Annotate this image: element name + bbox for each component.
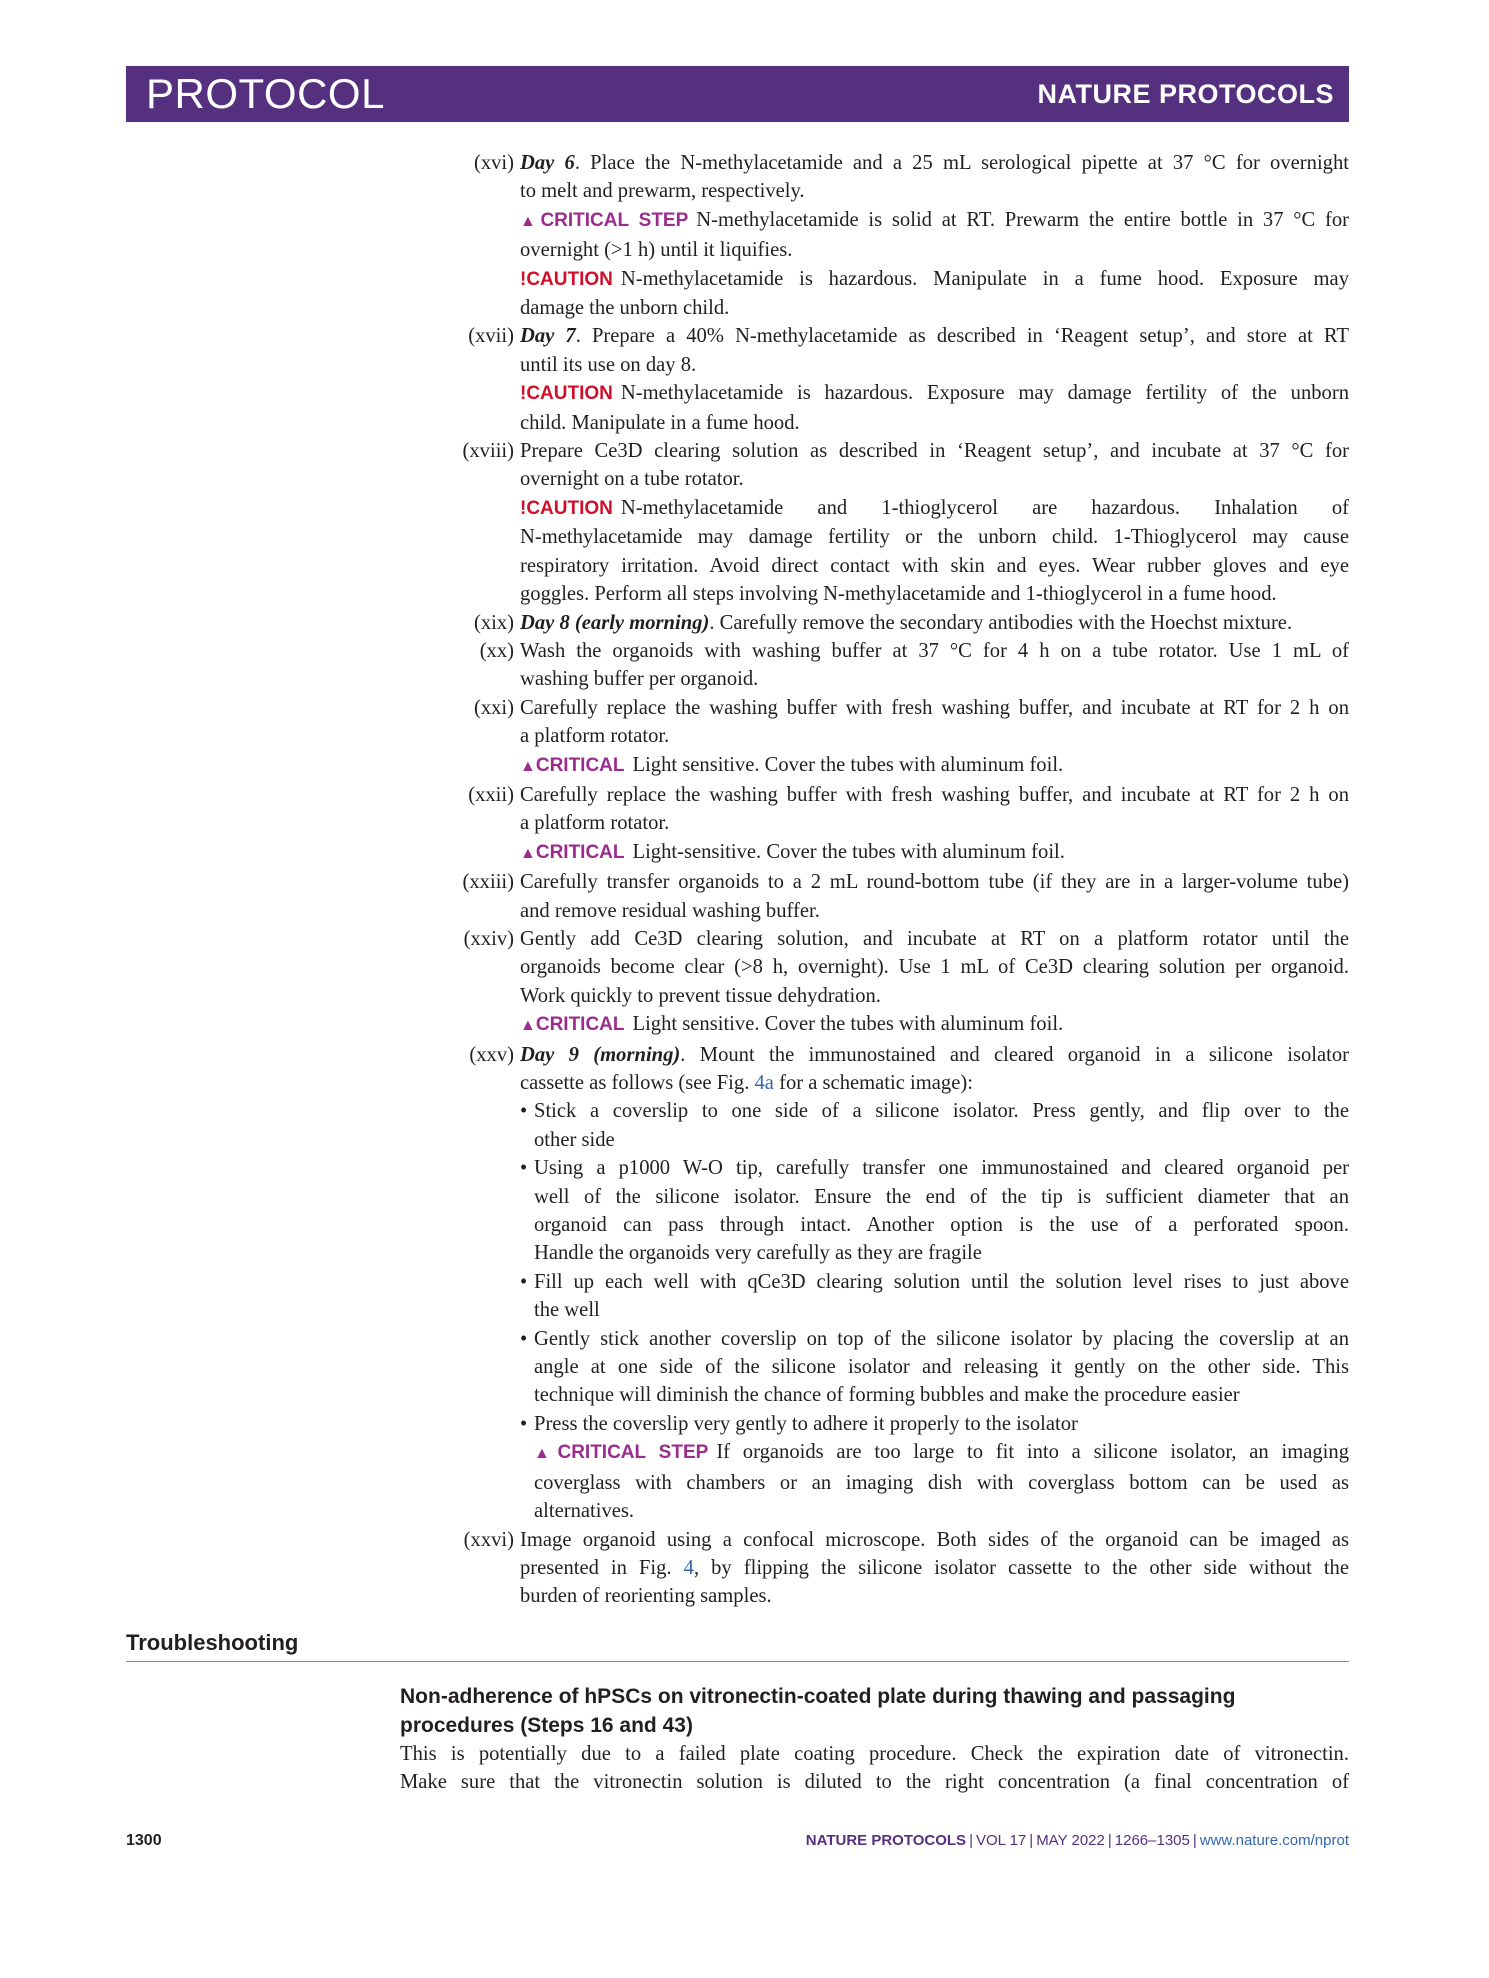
footer-pages: 1266–1305 (1114, 1832, 1190, 1849)
list-item: • Using a p1000 W-O tip, carefully transfer one immunostained and cleared organoid per well of the silicone isolator. Ensure the end of the tip is sufficient diameter that an organoid can pass through intact. Another option is the use of a perforated spoon. Handle the organoids very carefully as they are fragile (520, 1154, 1349, 1268)
section-divider (126, 1661, 1349, 1662)
day-label: Day 6 (520, 152, 575, 174)
step-xxii: (xxii) Carefully replace the washing buffer with fresh washing buffer, and incubate at RT for 2 h on a platform rotator. ▲CRITICAL Light-sensitive. Cover the tubes with aluminum foil. (440, 781, 1349, 868)
footer-date: MAY 2022 (1036, 1832, 1105, 1849)
step-xxv: (xxv) Day 9 (morning). Mount the immunostained and cleared organoid in a silicone isolator cassette as follows (see Fig. 4a for a schematic image): • Stick a coverslip to one side of a silicone isolator. Press gently, and flip over to the other side • Using a p1000 W-O tip, carefully transfer one immunostained and cleared organoid per well of the silicone isolator. Ensure the end of the tip is sufficient diameter that an organoid can pass through intact. Another option is the use of a perforated spoon. Handle the organoids very carefully as they are fragile • Fill up each well with qCe3D clearing solution until the solution level rises to just above the well • Gently stick another coverslip on top of the silicone isolator by placing the coverslip at an angle at one side of the silicone isolator and releasing it gently on the other side. This technique will diminish the chance of forming bubbles and make the procedure easier • Press the coverslip very gently to adhere it properly to the isolator ▲CRITICAL STEP If organoids are too large to fit into a silicone isolator, an imaging coverglass with chambers or an imaging dish with coverglass bottom can be used as alternatives. (440, 1041, 1349, 1526)
list-item: • Gently stick another coverslip on top of the silicone isolator by placing the coverslip at an angle at one side of the silicone isolator and releasing it gently on the other side. This technique will diminish the chance of forming bubbles and make the procedure easier (520, 1325, 1349, 1410)
caution-tag: !CAUTION (520, 268, 613, 290)
page-number: 1300 (126, 1832, 162, 1849)
list-item: • Press the coverslip very gently to adhere it properly to the isolator (520, 1410, 1349, 1438)
critical-step-tag: ▲CRITICAL STEP (534, 1442, 709, 1464)
exclamation-icon: ! (520, 497, 527, 519)
day-label: Day 9 (morning) (520, 1043, 681, 1066)
footer-volume: VOL 17 (975, 1832, 1027, 1849)
triangle-icon: ▲ (520, 757, 536, 775)
footer-url[interactable]: www.nature.com/nprot (1199, 1832, 1349, 1849)
section-label: PROTOCOL (146, 70, 385, 117)
bullet-icon: • (520, 1412, 528, 1435)
triangle-icon: ▲ (520, 844, 536, 862)
step-number: (xviii) (462, 440, 514, 463)
step-number: (xvii) (468, 325, 514, 348)
bullet-icon: • (520, 1157, 528, 1180)
triangle-icon: ▲ (520, 212, 541, 230)
figure-link[interactable]: 4a (754, 1072, 774, 1094)
day-label: Day 8 (early morning) (520, 611, 710, 634)
step-number: (xxi) (473, 696, 514, 719)
bullet-icon: • (520, 1327, 528, 1350)
list-item: • Fill up each well with qCe3D clearing solution until the solution level rises to just above the well (520, 1268, 1349, 1325)
figure-link[interactable]: 4 (683, 1556, 694, 1579)
troubleshooting-block (400, 1683, 1349, 1797)
step-xix: (xix) Day 8 (early morning). Carefully remove the secondary antibodies with the Hoechst mixture. (440, 609, 1349, 637)
step-number: (xxii) (468, 783, 514, 806)
list-item: • Stick a coverslip to one side of a silicone isolator. Press gently, and flip over to the other side (520, 1097, 1349, 1154)
caution-tag: !CAUTION (520, 497, 613, 519)
day-label: Day 7 (520, 325, 576, 348)
footer-journal: NATURE PROTOCOLS (805, 1832, 967, 1849)
triangle-icon: ▲ (534, 1445, 558, 1463)
bullet-icon: • (520, 1270, 528, 1293)
step-xxiii: (xxiii) Carefully transfer organoids to a 2 mL round-bottom tube (if they are in a larger-volume tube) and remove residual washing buffer. (440, 868, 1349, 925)
step-number: (xx) (479, 639, 514, 662)
step-number: (xix) (473, 611, 514, 634)
critical-tag: ▲CRITICAL (520, 754, 625, 776)
caution-tag: !CAUTION (520, 383, 613, 405)
step-number: (xvi) (473, 152, 514, 174)
critical-tag: ▲CRITICAL (520, 841, 625, 863)
critical-step-tag: ▲CRITICAL STEP (520, 209, 689, 231)
page-header (126, 66, 1349, 122)
step-number: (xxv) (469, 1043, 514, 1066)
step-xvii: (xvii) Day 7. Prepare a 40% N-methylacetamide as described in ‘Reagent setup’, and store at RT until its use on day 8. !CAUTION N-methylacetamide is hazardous. Exposure may damage fertility of the unborn child. Manipulate in a fume hood. (440, 322, 1349, 437)
journal-label: NATURE PROTOCOLS (1037, 79, 1334, 109)
step-xx: (xx) Wash the organoids with washing buffer at 37 °C for 4 h on a tube rotator. Use 1 mL of washing buffer per organoid. (440, 637, 1349, 694)
exclamation-icon: ! (520, 383, 527, 405)
procedure-steps (440, 149, 1349, 1611)
troubleshooting-heading: Troubleshooting (126, 1630, 299, 1655)
bullet-icon: • (520, 1100, 528, 1123)
step-number: (xxvi) (463, 1528, 514, 1551)
step-xxiv: (xxiv) Gently add Ce3D clearing solution, and incubate at RT on a platform rotator until the organoids become clear (>8 h, overnight). Use 1 mL of Ce3D clearing solution per organoid. Work quickly to prevent tissue dehydration. ▲CRITICAL Light sensitive. Cover the tubes with aluminum foil. (440, 925, 1349, 1041)
critical-tag: ▲CRITICAL (520, 1014, 625, 1036)
exclamation-icon: ! (520, 268, 527, 290)
step-number: (xxiii) (462, 871, 514, 894)
footer-citation: NATURE PROTOCOLS | VOL 17 | MAY 2022 | 1266–1305 | www.nature.com/nprot (805, 1832, 1349, 1849)
critical-step-note: ▲CRITICAL STEP If organoids are too large to fit into a silicone isolator, an imaging coverglass with chambers or an imaging dish with coverglass bottom can be used as alternatives. (534, 1441, 1349, 1523)
body-text: Make sure that the vitronectin solution is diluted to the right concentration (a final concentration of (400, 1771, 1349, 1794)
triangle-icon: ▲ (520, 1017, 536, 1035)
step-xviii: (xviii) Prepare Ce3D clearing solution as described in ‘Reagent setup’, and incubate at 37 °C for overnight on a tube rotator. !CAUTION N-methylacetamide and 1-thioglycerol are hazardous. Inhalation of N-methylacetamide may damage fertility or the unborn child. 1-Thioglycerol may cause respiratory irritation. Avoid direct contact with skin and eyes. Wear rubber gloves and eye goggles. Perform all steps involving N-methylacetamide and 1-thioglycerol in a fume hood. (440, 437, 1349, 608)
step-number: (xxiv) (463, 927, 514, 950)
body-text: This is potentially due to a failed plate coating procedure. Check the expiration date of vitronectin. (400, 1743, 1349, 1765)
troubleshooting-subheading: Non-adherence of hPSCs on vitronectin-coated plate during thawing and passaging (400, 1685, 1236, 1708)
step-xvi: (xvi) Day 6. Place the N-methylacetamide and a 25 mL serological pipette at 37 °C for overnight to melt and prewarm, respectively. ▲CRITICAL STEP N-methylacetamide is solid at RT. Prewarm the entire bottle in 37 °C for overnight (>1 h) until it liquifies. !CAUTION N-methylacetamide is hazardous. Manipulate in a fume hood. Exposure may damage the unborn child. (440, 149, 1349, 322)
step-xxi: (xxi) Carefully replace the washing buffer with fresh washing buffer, and incubate at RT for 2 h on a platform rotator. ▲CRITICAL Light sensitive. Cover the tubes with aluminum foil. (440, 694, 1349, 781)
step-xxvi: (xxvi) Image organoid using a confocal microscope. Both sides of the organoid can be imaged as presented in Fig. 4, by flipping the silicone isolator cassette to the other side without the burden of reorienting samples. (440, 1526, 1349, 1611)
troubleshooting-subheading-cont: procedures (Steps 16 and 43) (400, 1713, 693, 1737)
